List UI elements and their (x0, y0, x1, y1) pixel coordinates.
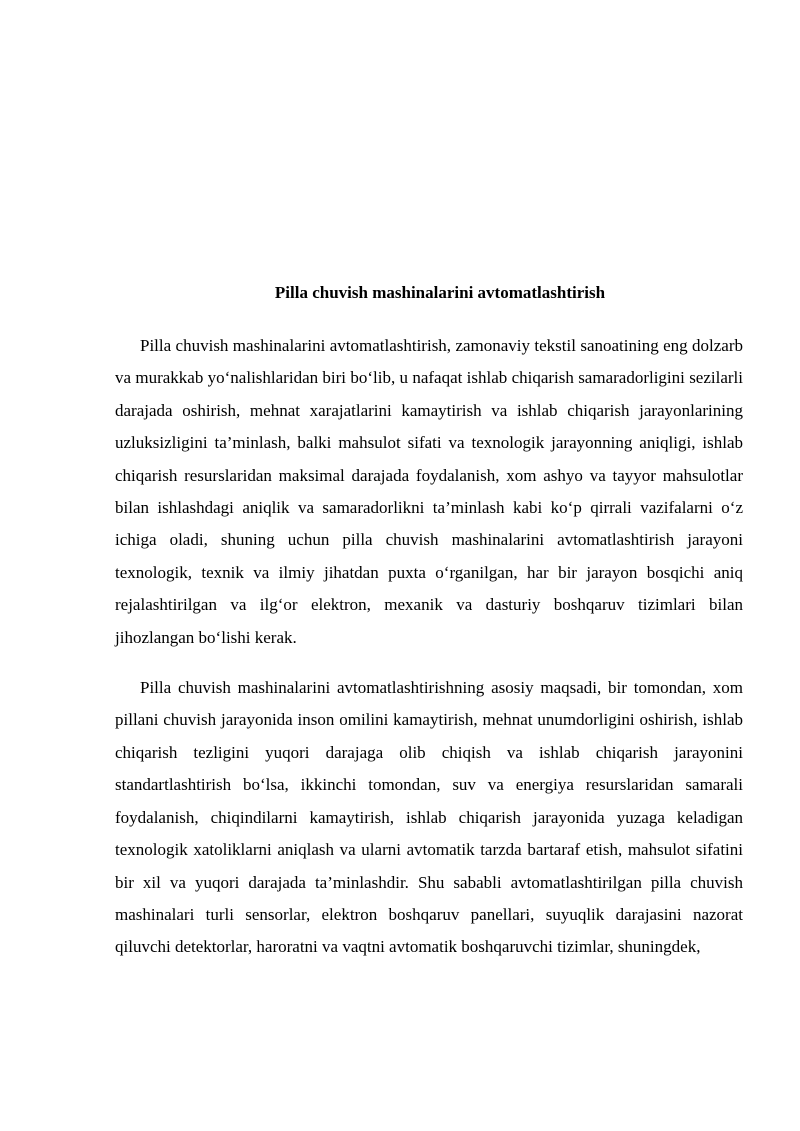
document-title: Pilla chuvish mashinalarini avtomatlashtirish (274, 283, 606, 302)
document-body (115, 330, 743, 964)
paragraph-1: Pilla chuvish mashinalarini avtomatlashtirish, zamonaviy tekstil sanoatining eng dolzarb va murakkab yo‘nalishlaridan biri bo‘lib, u nafaqat ishlab chiqarish samaradorligini sezilarli darajada oshirish, mehnat xarajatlarini kamaytirish va ishlab chiqarish jarayonlarining uzluksizligini ta’minlash, balki mahsulot sifati va texnologik jarayonning aniqligi, ishlab chiqarish resurslaridan maksimal darajada foydalanish, xom ashyo va tayyor mahsulotlar bilan ishlashdagi aniqlik va samaradorlikni ta’minlash kabi ko‘p qirrali vazifalarni o‘z ichiga oladi, shuning uchun pilla chuvish mashinalarini avtomatlashtirish jarayoni texnologik, texnik va ilmiy jihatdan puxta o‘rganilgan, har bir jarayon bosqichi aniq rejalashtirilgan va ilg‘or elektron, mexanik va dasturiy boshqaruv tizimlari bilan jihozlangan bo‘lishi kerak. (115, 336, 743, 647)
paragraph-2: Pilla chuvish mashinalarini avtomatlashtirishning asosiy maqsadi, bir tomondan, xom pillani chuvish jarayonida inson omilini kamaytirish, mehnat unumdorligini oshirish, ishlab chiqarish tezligini yuqori darajaga olib chiqish va ishlab chiqarish jarayonini standartlashtirish bo‘lsa, ikkinchi tomondan, suv va energiya resurslaridan samarali foydalanish, chiqindilarni kamaytirish, ishlab chiqarish jarayonida yuzaga keladigan texnologik xatoliklarni aniqlash va ularni avtomatik tarzda bartaraf etish, mahsulot sifatini bir xil va yuqori darajada ta’minlashdir. Shu sababli avtomatlashtirilgan pilla chuvish mashinalari turli sensorlar, elektron boshqaruv panellari, suyuqlik darajasini nazorat qiluvchi detektorlar, haroratni va vaqtni avtomatik boshqaruvchi tizimlar, shuningdek, (115, 678, 743, 957)
